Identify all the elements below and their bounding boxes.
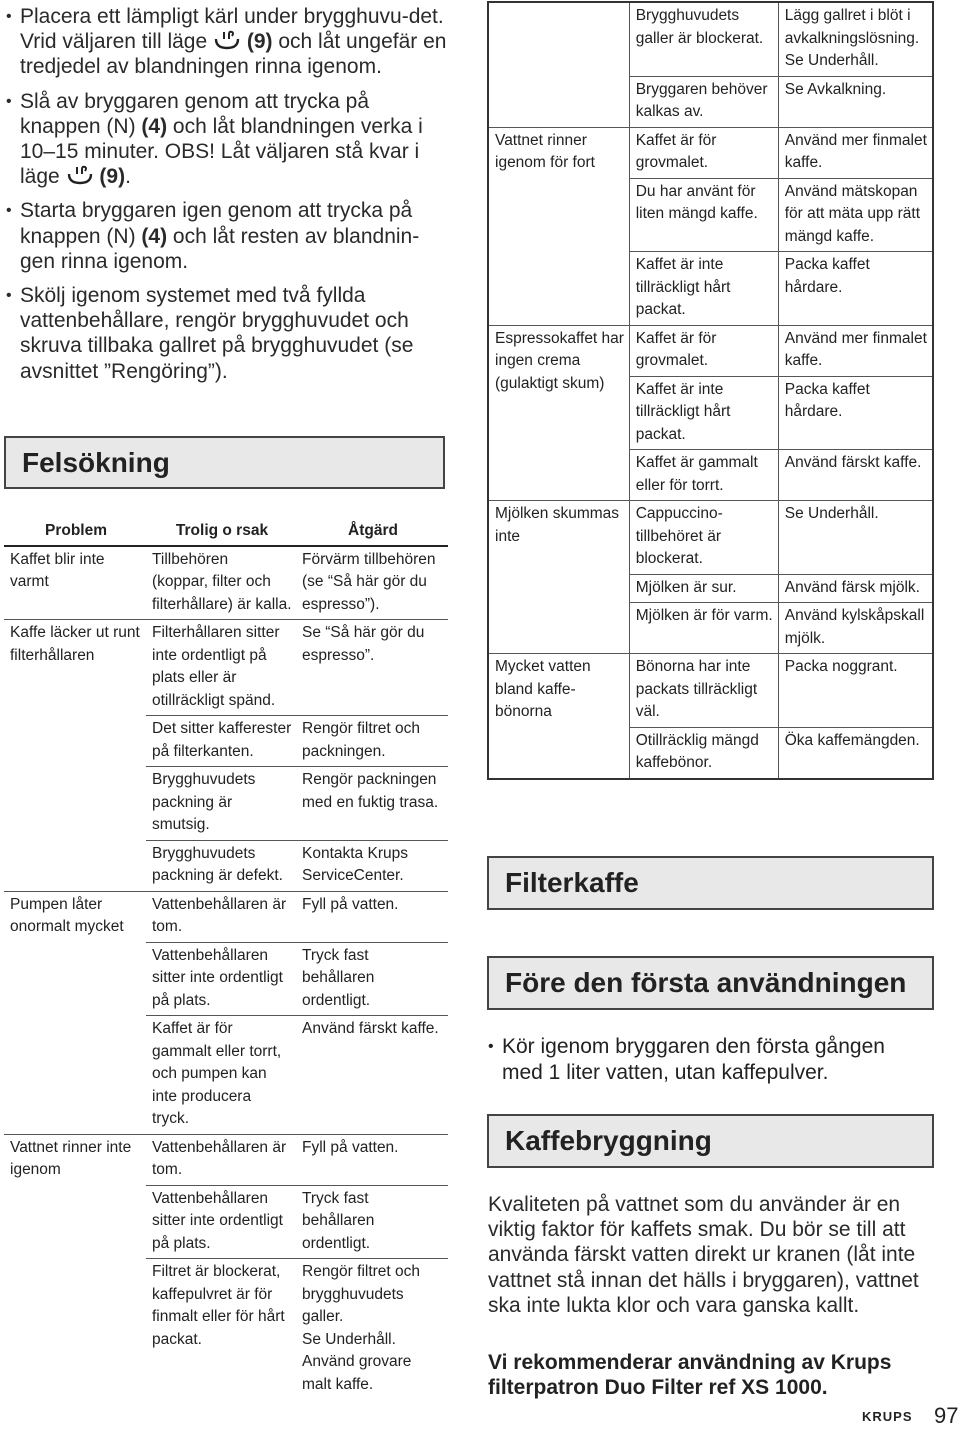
action-cell: Se Avkalkning.	[778, 76, 933, 127]
heading-text: Före den första användningen	[505, 967, 907, 998]
cause-cell: Vattenbehållaren sitter inte ordentligt på plats.	[146, 942, 296, 1016]
intro-bullet-1	[6, 4, 451, 80]
bullet-text: och låt ungefär en tredjedel av blandningen rinna igenom.	[20, 30, 447, 79]
intro-bullet-2	[6, 89, 451, 190]
table-row	[4, 891, 448, 942]
problem-cell: Kaffet blir inte varmt	[4, 546, 146, 620]
table-row	[488, 654, 933, 728]
action-cell: Se Underhåll.	[778, 501, 933, 575]
action-cell: Använd kylskåpskall mjölk.	[778, 603, 933, 654]
action-cell: Använd mätskopan för att mäta upp rätt mängd kaffe.	[778, 178, 933, 252]
bullet-text: Skölj igenom systemet med två fyllda vattenbehållare, rengör brygghuvudet och skruva tillbaka gallret på brygghuvudet (se avsnittet ”Rengöring”).	[20, 284, 414, 383]
action-cell: Förvärm tillbehören (se “Så här gör du espresso”).	[296, 546, 448, 620]
cause-cell: Cappuccino-tillbehöret är blockerat.	[629, 501, 778, 575]
cause-cell: Bönorna har inte packats tillräckligt väl.	[629, 654, 778, 728]
action-cell: Packa kaffet hårdare.	[778, 252, 933, 326]
cause-cell: Kaffet är inte tillräckligt hårt packat.	[629, 252, 778, 326]
action-cell: Tryck fast behållaren ordentligt.	[296, 942, 448, 1016]
filterkaffe-heading	[487, 856, 934, 910]
action-cell: Se “Så här gör du espresso”.	[296, 620, 448, 716]
table-row	[4, 620, 448, 716]
steam-cup-icon	[66, 165, 94, 185]
column-header-cause: Trolig o rsak	[146, 512, 296, 546]
cause-cell: Kaffet är för gammalt eller torrt, och pumpen kan inte producera tryck.	[146, 1016, 296, 1135]
action-cell: Rengör packningen med en fuktig trasa.	[296, 767, 448, 841]
action-cell: Tryck fast behållaren ordentligt.	[296, 1185, 448, 1259]
cause-cell: Filterhållaren sitter inte ordentligt på plats eller är otillräckligt spänd.	[146, 620, 296, 716]
action-cell: Fyll på vatten.	[296, 891, 448, 942]
cause-cell: Bryggaren behöver kalkas av.	[629, 76, 778, 127]
action-cell: Använd mer finmalet kaffe.	[778, 127, 933, 178]
table-row	[4, 1134, 448, 1185]
action-cell: Fyll på vatten.	[296, 1134, 448, 1185]
steam-cup-icon	[213, 30, 241, 50]
action-cell: Rengör filtret och packningen.	[296, 716, 448, 767]
bullet-text: och låt blandningen verka i 10–15 minuter. OBS! Låt väljaren stå kvar i läge	[20, 114, 423, 189]
action-cell: Packa noggrant.	[778, 654, 933, 728]
heading-text: Kaffebryggning	[505, 1125, 712, 1156]
troubleshooting-table-right	[487, 1, 934, 780]
column-header-problem: Problem	[4, 512, 146, 546]
table-row	[488, 2, 933, 76]
cause-cell: Mjölken är sur.	[629, 574, 778, 603]
krups-logo: KRUPS	[862, 1409, 913, 1424]
bullet-text: Placera ett lämpligt kärl under brygghuvu-det. Vrid väljaren till läge	[20, 5, 444, 54]
cause-cell: Brygghuvudets packning är smutsig.	[146, 767, 296, 841]
table-row	[488, 325, 933, 376]
table-row	[4, 546, 448, 620]
action-cell: Använd färskt kaffe.	[778, 450, 933, 501]
bullet-bold: (9)	[99, 165, 126, 189]
fore-bullet: • Kör igenom bryggaren den första gången med 1 liter vatten, utan kaffepulver.	[488, 1034, 928, 1085]
problem-cell: Kaffe läcker ut runt filterhållaren	[4, 620, 146, 892]
column-header-action: Åtgärd	[296, 512, 448, 546]
troubleshooting-table-left	[4, 512, 448, 1399]
action-cell: Öka kaffemängden.	[778, 727, 933, 779]
cause-cell: Brygghuvudets packning är defekt.	[146, 840, 296, 891]
problem-cell: Pumpen låter onormalt mycket	[4, 891, 146, 1134]
bullet-text: Slå av bryggaren genom att trycka på knappen (N)	[20, 89, 370, 138]
action-cell: Packa kaffet hårdare.	[778, 376, 933, 450]
kaffe-paragraph: Kvaliteten på vattnet som du använder är en viktig faktor för kaffets smak. Du bör se till att använda färskt vatten direkt ur kranen (låt inte vattnet stå innan det hälls i bryggaren), vattnet ska inte lukta klor och vara ganska kallt.	[488, 1193, 919, 1317]
table-row	[488, 127, 933, 178]
cause-cell: Brygghuvudets galler är blockerat.	[629, 2, 778, 76]
problem-cell	[488, 2, 629, 127]
intro-bullet-3	[6, 198, 451, 274]
problem-cell: Mjölken skummas inte	[488, 501, 629, 654]
cause-cell: Kaffet är gammalt eller för torrt.	[629, 450, 778, 501]
bullet-bold: (4)	[141, 224, 168, 248]
problem-cell: Espressokaffet har ingen crema (gulaktigt skum)	[488, 325, 629, 501]
cause-cell: Otillräcklig mängd kaffebönor.	[629, 727, 778, 779]
bullet-text: och låt resten av blandnin-gen rinna igenom.	[20, 224, 420, 273]
intro-bullet-list	[6, 4, 451, 393]
fore-heading	[487, 956, 934, 1010]
problem-cell: Vattnet rinner igenom för fort	[488, 127, 629, 325]
cause-cell: Det sitter kafferester på filterkanten.	[146, 716, 296, 767]
felsokning-heading	[4, 436, 445, 489]
action-cell: Använd mer finmalet kaffe.	[778, 325, 933, 376]
bullet-text: Starta bryggaren igen genom att trycka på knappen (N)	[20, 199, 413, 248]
cause-cell: Kaffet är inte tillräckligt hårt packat.	[629, 376, 778, 450]
action-cell: Rengör filtret och brygghuvudets galler. Se Underhåll. Använd grovare malt kaffe.	[296, 1259, 448, 1400]
action-cell: Lägg gallret i blöt i avkalkningslösning. Se Underhåll.	[778, 2, 933, 76]
bullet-bold: (4)	[141, 114, 168, 138]
cause-cell: Vattenbehållaren sitter inte ordentligt på plats.	[146, 1185, 296, 1259]
page-number: 97	[934, 1403, 959, 1428]
action-cell: Använd färsk mjölk.	[778, 574, 933, 603]
kaffebryggning-heading	[487, 1114, 934, 1168]
cause-cell: Vattenbehållaren är tom.	[146, 891, 296, 942]
cause-cell: Mjölken är för varm.	[629, 603, 778, 654]
action-cell: Kontakta Krups ServiceCenter.	[296, 840, 448, 891]
problem-cell: Vattnet rinner inte igenom	[4, 1134, 146, 1399]
cause-cell: Filtret är blockerat, kaffepulvret är för finmalt eller för hårt packat.	[146, 1259, 296, 1400]
cause-cell: Kaffet är för grovmalet.	[629, 127, 778, 178]
cause-cell: Tillbehören (koppar, filter och filterhållare) är kalla.	[146, 546, 296, 620]
bullet-text: .	[125, 165, 131, 189]
problem-cell: Mycket vatten bland kaffe-bönorna	[488, 654, 629, 779]
kaffe-recommendation: Vi rekommenderar användning av Krups filterpatron Duo Filter ref XS 1000.	[488, 1351, 892, 1400]
cause-cell: Du har använt för liten mängd kaffe.	[629, 178, 778, 252]
intro-bullet-4	[6, 283, 451, 384]
cause-cell: Kaffet är för grovmalet.	[629, 325, 778, 376]
cause-cell: Vattenbehållaren är tom.	[146, 1134, 296, 1185]
heading-text: Felsökning	[22, 446, 170, 478]
action-cell: Använd färskt kaffe.	[296, 1016, 448, 1135]
heading-text: Filterkaffe	[505, 867, 639, 898]
table-row	[488, 501, 933, 575]
bullet-bold: (9)	[246, 30, 273, 54]
